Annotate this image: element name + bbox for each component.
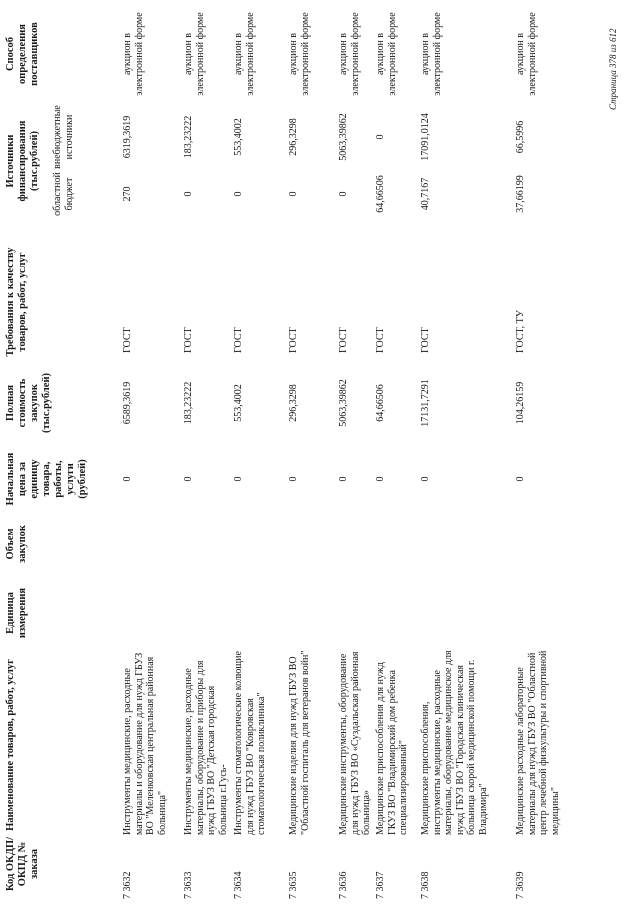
header-unit-price: Начальная цена за единицу товара, работы, услуги (рублей) xyxy=(5,452,88,506)
header-total: Полная стоимость закупок (тыс.рублей) xyxy=(5,372,52,434)
cell-req: ГОСТ xyxy=(420,327,431,353)
header-name: Наименование товаров, работ, услуг xyxy=(5,659,16,831)
cell-name: Медицинские изделия для нужд ГБУЗ ВО "Областной госпиталь для ветеранов войн" xyxy=(288,650,311,835)
cell-extra: 0 xyxy=(375,134,386,140)
cell-total: 17131,7291 xyxy=(420,379,431,427)
cell-method: аукцион в электронной форме xyxy=(122,12,145,96)
cell-method: аукцион в электронной форме xyxy=(515,12,538,96)
cell-name: Медицинские приспособления для нужд ГКУЗ ВО "Владимирский дом ребенка специализированный" xyxy=(375,662,409,835)
cell-regional: 270 xyxy=(122,186,133,202)
cell-req: ГОСТ xyxy=(338,327,349,353)
header-method: Способ определения поставщиков xyxy=(5,22,40,86)
header-extra: внебюджетные источники xyxy=(52,105,75,169)
cell-req: ГОСТ, ТУ xyxy=(515,310,526,353)
cell-code: 7 3634 xyxy=(233,871,244,899)
header-volume: Объем закупок xyxy=(5,525,28,563)
cell-req: ГОСТ xyxy=(375,327,386,353)
cell-extra: 66,5996 xyxy=(515,120,526,154)
cell-extra: 296,3298 xyxy=(288,118,299,156)
cell-regional: 0 xyxy=(233,191,244,197)
cell-unit-price: 0 xyxy=(515,476,526,482)
cell-unit-price: 0 xyxy=(375,476,386,482)
cell-total: 6589,3619 xyxy=(122,381,133,425)
cell-unit-price: 0 xyxy=(233,476,244,482)
cell-total: 64,66506 xyxy=(375,384,386,422)
cell-code: 7 3636 xyxy=(338,871,349,899)
cell-extra: 5063,39862 xyxy=(338,113,349,161)
page-footer: Страница 378 из 612 xyxy=(608,28,618,110)
cell-regional: 40,7167 xyxy=(420,177,431,211)
cell-method: аукцион в электронной форме xyxy=(420,12,443,96)
cell-unit-price: 0 xyxy=(420,476,431,482)
cell-code: 7 3637 xyxy=(375,871,386,899)
cell-req: ГОСТ xyxy=(183,327,194,353)
cell-unit-price: 0 xyxy=(288,476,299,482)
cell-code: 7 3635 xyxy=(288,871,299,899)
cell-name: Инструменты медицинские, расходные материалы и оборудование для нужд ГБУЗ ВО "Меленковская центральная районная больница" xyxy=(122,652,168,835)
header-unit: Единица измерения xyxy=(5,587,28,639)
cell-name: Медицинские приспособления, инструменты медицинские, расходные материалы, оборудование медицинское для нужд ГБУЗ ВО "Городская клиническая больница скорой медицинской помощи г. Владимира" xyxy=(420,650,489,835)
cell-req: ГОСТ xyxy=(288,327,299,353)
cell-extra: 17091,0124 xyxy=(420,113,431,161)
header-requirements: Требования к качеству товаров, работ, услуг xyxy=(5,247,28,357)
cell-total: 183,23222 xyxy=(183,381,194,425)
cell-total: 296,3298 xyxy=(288,384,299,422)
cell-regional: 0 xyxy=(288,191,299,197)
cell-regional: 37,66199 xyxy=(515,175,526,213)
cell-extra: 553,4002 xyxy=(233,118,244,156)
cell-method: аукцион в электронной форме xyxy=(375,12,398,96)
cell-code: 7 3633 xyxy=(183,871,194,899)
cell-req: ГОСТ xyxy=(233,327,244,353)
cell-req: ГОСТ xyxy=(122,327,133,353)
cell-name: Медицинские расходные лабораторные материалы для нужд ГБУЗ ВО "Областной центр лечебной физкультуры и спортивной медицины" xyxy=(515,650,561,835)
header-regional: областной бюджет xyxy=(52,172,75,216)
cell-total: 5063,39862 xyxy=(338,379,349,427)
cell-regional: 0 xyxy=(183,191,194,197)
cell-code: 7 3638 xyxy=(420,871,431,899)
header-sources: Источники финансирования (тыс.рублей) xyxy=(5,120,40,202)
cell-name: Инструменты стоматологические колющие для нужд ГБУЗ ВО "Ковровская стоматологическая поликлиника" xyxy=(233,651,267,835)
cell-extra: 183,23222 xyxy=(183,115,194,159)
cell-unit-price: 0 xyxy=(338,476,349,482)
cell-unit-price: 0 xyxy=(183,476,194,482)
cell-name: Медицинские инструменты, оборудование для нужд ГБУЗ ВО «Суздальская районная больница» xyxy=(338,651,372,835)
cell-regional: 0 xyxy=(338,191,349,197)
cell-method: аукцион в электронной форме xyxy=(233,12,256,96)
cell-total: 553,4002 xyxy=(233,384,244,422)
cell-unit-price: 0 xyxy=(122,476,133,482)
cell-method: аукцион в электронной форме xyxy=(338,12,361,96)
cell-code: 7 3639 xyxy=(515,871,526,899)
header-code: Код ОКДП/ ОКПД № заказа xyxy=(5,836,40,892)
cell-regional: 64,66506 xyxy=(375,175,386,213)
cell-name: Инструменты медицинские, расходные материалы, оборудование и приборы для нужд ГБУЗ ВО "Детская городская больница г.Гусь- xyxy=(183,660,229,835)
cell-code: 7 3632 xyxy=(122,871,133,899)
cell-total: 104,26159 xyxy=(515,381,526,425)
cell-extra: 6319,3619 xyxy=(122,115,133,159)
cell-method: аукцион в электронной форме xyxy=(183,12,206,96)
cell-method: аукцион в электронной форме xyxy=(288,12,311,96)
